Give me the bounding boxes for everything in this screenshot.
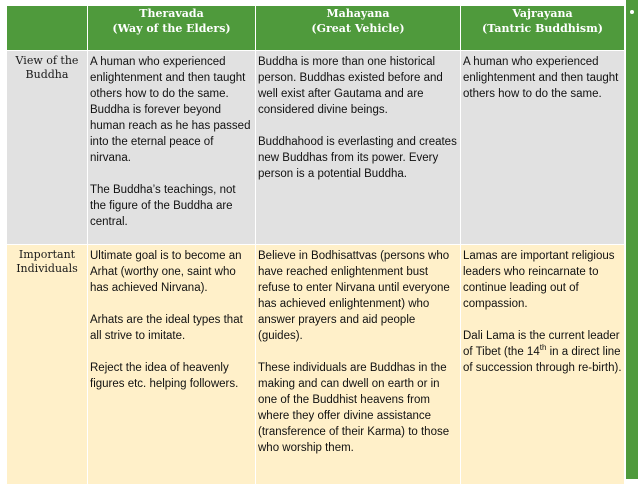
table-row-important-individuals [7, 245, 625, 485]
cell-theravada-view [88, 51, 256, 245]
cell-vajrayana-individuals [461, 245, 625, 485]
row-label-important-individuals [7, 245, 88, 485]
cell-paragraph: Ultimate goal is to become an Arhat (worthy one, saint who has achieved Nirvana). [90, 250, 242, 294]
header-vajrayana [461, 6, 625, 51]
row-label-line1: Important [18, 248, 76, 261]
slide-accent-bar [626, 0, 638, 479]
row-label-line2: Individuals [16, 262, 78, 275]
row-label-line1: View of the [15, 54, 79, 67]
cell-paragraph: Buddhahood is everlasting and creates new Buddhas from its power. Every person is a potential Buddha. [258, 136, 457, 180]
buddhism-comparison-table [6, 5, 625, 485]
cell-paragraph: Buddha is more than one historical person. Buddhas existed before and well exist after Gautama and are considered divine beings. [258, 56, 443, 116]
cell-paragraph [463, 328, 622, 376]
cell-theravada-individuals [88, 245, 256, 485]
cell-vajrayana-view [461, 51, 625, 245]
cell-paragraph: A human who experienced enlightenment and then taught others how to do the same. [463, 56, 619, 100]
row-label-line2: Buddha [25, 68, 69, 81]
cell-paragraph: These individuals are Buddhas in the making and can dwell on earth or in one of the Buddhist heavens from where they offer divine assistance (transference of their Karma) to those who worship them. [258, 362, 450, 454]
header-theravada-name: Theravada [139, 7, 204, 20]
header-corner [7, 6, 88, 51]
header-vajrayana-name: Vajrayana [512, 7, 573, 20]
header-mahayana-subtitle: (Great Vehicle) [311, 22, 405, 35]
header-row [7, 6, 625, 51]
header-vajrayana-subtitle: (Tantric Buddhism) [482, 22, 603, 35]
cell-mahayana-individuals [256, 245, 461, 485]
row-label-view-of-buddha [7, 51, 88, 245]
superscript-th: th [539, 343, 547, 353]
cell-paragraph: Arhats are the ideal types that all strive to imitate. [90, 314, 243, 342]
header-theravada-subtitle: (Way of the Elders) [112, 22, 231, 35]
header-mahayana-name: Mahayana [326, 7, 390, 20]
dalai-text-a: Dali Lama is the current leader of Tibet (the 14 [463, 330, 620, 358]
cell-paragraph: The Buddha’s teachings, not the figure of the Buddha are central. [90, 184, 236, 228]
header-mahayana [256, 6, 461, 51]
cell-paragraph: Lamas are important religious leaders who reincarnate to continue leading out of compassion. [463, 250, 615, 310]
cell-paragraph: Believe in Bodhisattvas (persons who have reached enlightenment bust refuse to enter Nirvana until everyone has achieved enlightenment) who answer prayers and aid people (guides). [258, 250, 450, 342]
table-row-view-of-buddha [7, 51, 625, 245]
cell-mahayana-view [256, 51, 461, 245]
cell-paragraph: Reject the idea of heavenly figures etc. helping followers. [90, 362, 239, 390]
cell-paragraph: A human who experienced enlightenment and then taught others how to do the same. Buddha is forever beyond human reach as he has passed into the eternal peace of nirvana. [90, 56, 251, 164]
header-theravada [88, 6, 256, 51]
dalai-text-b: in a direct line of succession through re-birth). [463, 346, 622, 374]
slide-accent-dot [630, 10, 634, 14]
